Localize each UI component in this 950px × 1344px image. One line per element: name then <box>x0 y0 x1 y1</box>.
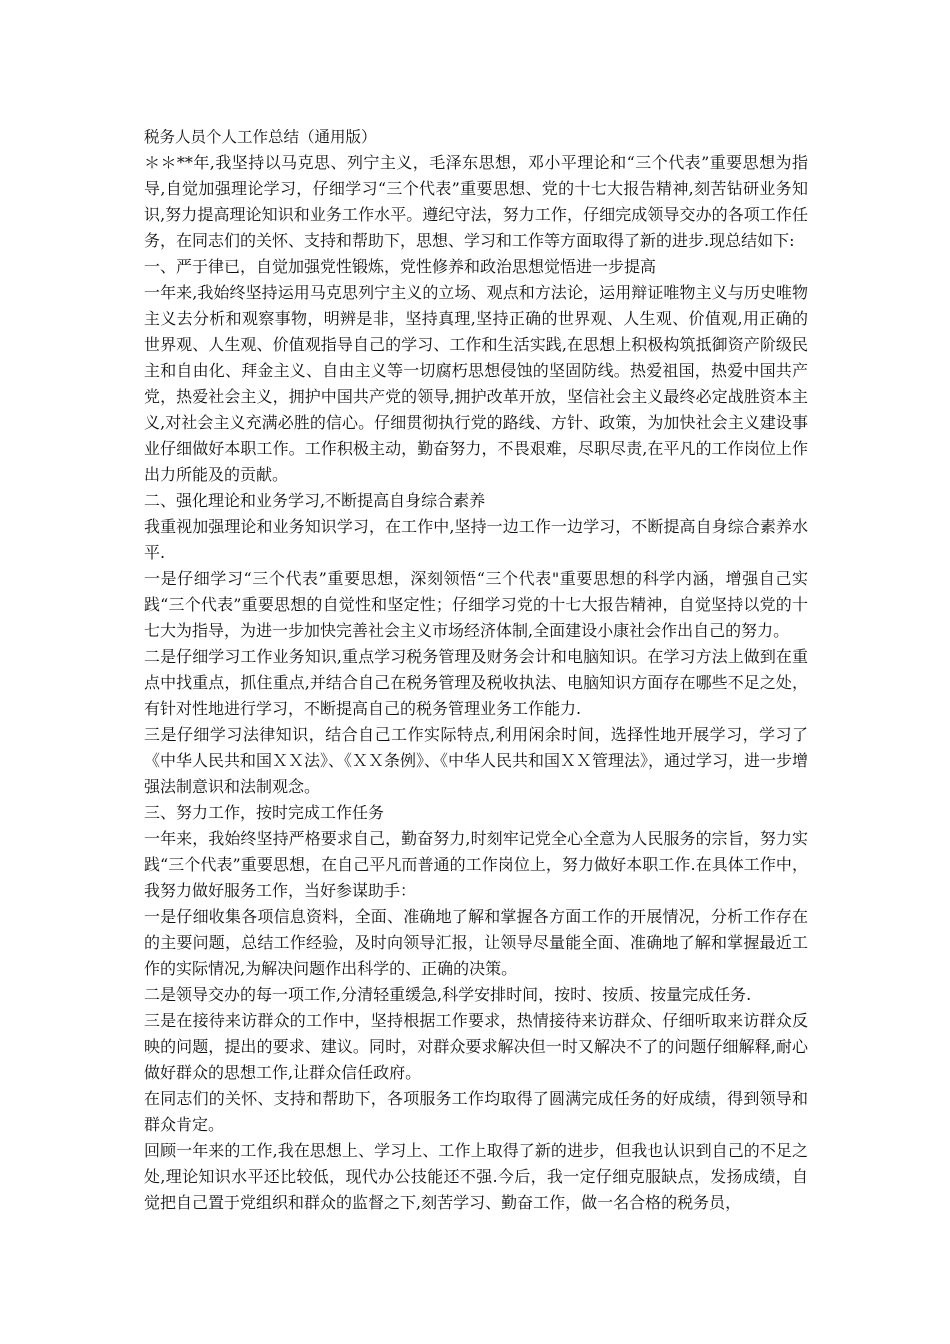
paragraph: 一年来，我始终坚持严格要求自己，勤奋努力,时刻牢记党全心全意为人民服务的宗旨，努力实践“三个代表”重要思想，在自己平凡而普通的工作岗位上，努力做好本职工作.在具体工作中，我努力做好服务工作，当好参谋助手： <box>144 829 808 900</box>
paragraph-intro: ＊＊**年,我坚持以马克思、列宁主义，毛泽东思想，邓小平理论和“三个代表”重要思想为指导,自觉加强理论学习，仔细学习“三个代表”重要思想、党的十七大报告精神,刻苦钻研业务知识,努力提高理论知识和业务工作水平。遵纪守法，努力工作，仔细完成领导交办的各项工作任务，在同志们的关怀、支持和帮助下，思想、学习和工作等方面取得了新的进步.现总结如下: <box>144 153 808 250</box>
paragraph: 一是仔细收集各项信息资料，全面、准确地了解和掌握各方面工作的开展情况，分析工作存在的主要问题，总结工作经验，及时向领导汇报，让领导尽量能全面、准确地了解和掌握最近工作的实际情况,为解决问题作出科学的、正确的决策。 <box>144 907 808 978</box>
paragraph: 在同志们的关怀、支持和帮助下，各项服务工作均取得了圆满完成任务的好成绩，得到领导和群众肯定。 <box>144 1089 808 1134</box>
paragraph: 一年来,我始终坚持运用马克思列宁主义的立场、观点和方法论，运用辩证唯物主义与历史唯物主义去分析和观察事物，明辨是非，坚持真理,坚持正确的世界观、人生观、价值观,用正确的世界观、人生观、价值观指导自己的学习、工作和生活实践,在思想上积极构筑抵御资产阶级民主和自由化、拜金主义、自由主义等一切腐朽思想侵蚀的坚固防线。热爱祖国，热爱中国共产党，热爱社会主义，拥护中国共产党的领导,拥护改革开放，坚信社会主义最终必定战胜资本主义,对社会主义充满必胜的信心。仔细贯彻执行党的路线、方针、政策，为加快社会主义建设事业仔细做好本职工作。工作积极主动，勤奋努力，不畏艰难，尽职尽责,在平凡的工作岗位上作出力所能及的贡献。 <box>144 283 808 484</box>
document-page <box>144 124 808 1216</box>
section-heading-3: 三、努力工作，按时完成工作任务 <box>144 803 385 822</box>
section-heading-2: 二、强化理论和业务学习,不断提高自身综合素养 <box>144 491 486 510</box>
paragraph: 三是在接待来访群众的工作中，坚持根据工作要求，热情接待来访群众、仔细听取来访群众反映的问题，提出的要求、建议。同时，对群众要求解决但一时又解决不了的问题仔细解释,耐心做好群众的思想工作,让群众信任政府。 <box>144 1011 808 1082</box>
paragraph: 二是领导交办的每一项工作,分清轻重缓急,科学安排时间，按时、按质、按量完成任务. <box>144 985 752 1004</box>
document-title: 税务人员个人工作总结（通用版） <box>144 128 377 146</box>
paragraph: 三是仔细学习法律知识，结合自己工作实际特点,利用闲余时间，选择性地开展学习，学习了《中华人民共和国ＸＸ法》、《ＸＸ条例》、《中华人民共和国ＸＸ管理法》，通过学习，进一步增强法制意识和法制观念。 <box>144 725 809 796</box>
paragraph-closing: 回顾一年来的工作,我在思想上、学习上、工作上取得了新的进步，但我也认识到自己的不足之处,理论知识水平还比较低，现代办公技能还不强.今后，我一定仔细克服缺点，发扬成绩，自觉把自己置于党组织和群众的监督之下,刻苦学习、勤奋工作，做一名合格的税务员， <box>144 1141 808 1212</box>
paragraph: 我重视加强理论和业务知识学习，在工作中,坚持一边工作一边学习，不断提高自身综合素养水平. <box>144 517 808 562</box>
paragraph: 二是仔细学习工作业务知识,重点学习税务管理及财务会计和电脑知识。在学习方法上做到在重点中找重点，抓住重点,并结合自己在税务管理及税收执法、电脑知识方面存在哪些不足之处，有针对性地进行学习，不断提高自己的税务管理业务工作能力. <box>144 647 808 718</box>
section-heading-1: 一、严于律已，自觉加强党性锻炼，党性修养和政治思想觉悟进一步提高 <box>144 257 657 276</box>
paragraph: 一是仔细学习“三个代表”重要思想，深刻领悟“三个代表"重要思想的科学内涵，增强自己实践“三个代表”重要思想的自觉性和坚定性；仔细学习党的十七大报告精神，自觉坚持以党的十七大为指导，为进一步加快完善社会主义市场经济体制,全面建设小康社会作出自己的努力。 <box>144 569 808 640</box>
